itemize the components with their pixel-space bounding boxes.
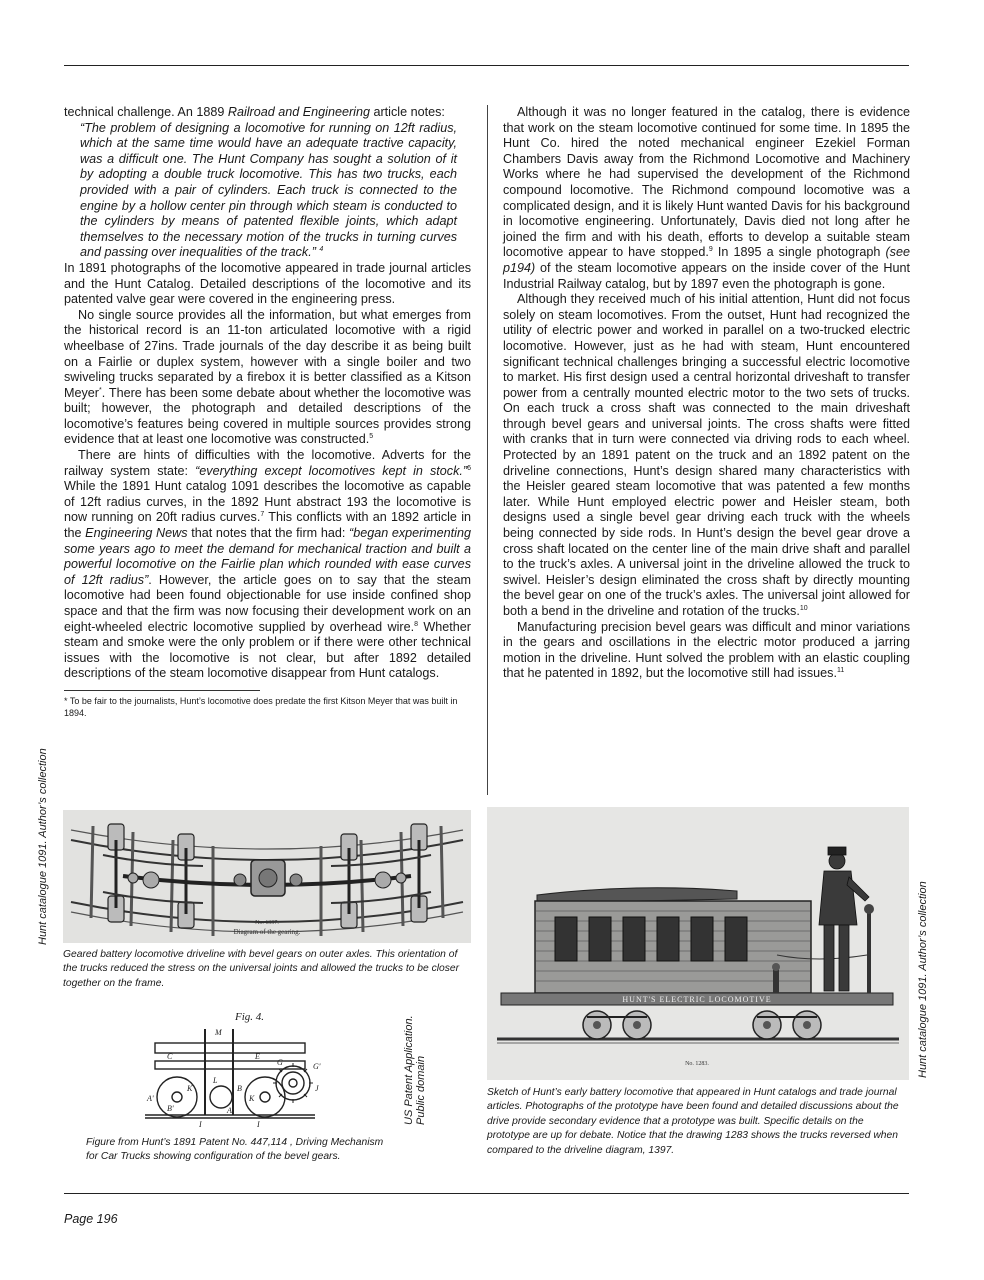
left-column — [64, 105, 471, 719]
paragraph: In 1891 photographs of the locomotive appeared in trade journal articles and the Hunt Catalog. Detailed descriptions of the locomotive and its patented valve gear were covered in the engineering press. — [64, 260, 471, 307]
patent-letter: G' — [313, 1062, 321, 1071]
paragraph: No single source provides all the information, but what emerges from the historical record is an 11-ton articulated locomotive with a rigid wheelbase of 27ins. Trade journals of the day describe it as being built on a Fairlie or duplex system, however with a single boiler and two swiveling trucks separated by a firebox it is better classified as a Kitson Meyer*. There has been some debate about whether the locomotive was built; however, the photograph and detailed descriptions of the locomotive’s features being covered in multiple sources provides strong evidence that at least one locomotive was constructed.$^5$ — [64, 307, 471, 447]
block-quote: “The problem of designing a locomotive for running on 12ft radius, which at the same time would have an adequate tractive capacity, was a difficult one. The Hunt Company has sought a solution of it by adopting a double truck locomotive. This has two trucks, each provided with a pair of cylinders. Each truck is connected to the engine by a hollow center pin through which steam is conducted to the cylinders by means of patented flexible joints, which adapt themselves to the necessary motion of the trucks in turning curves and passing over inequalities of the track.” $^4$ — [80, 120, 457, 260]
locomotive-figure — [487, 807, 909, 1080]
patent-caption-line: for Car Trucks showing configuration of the bevel gears. — [86, 1151, 341, 1163]
page-number: Page 196 — [64, 1212, 118, 1226]
footnote-ref: 5 — [369, 433, 374, 441]
patent-letter: A — [227, 1106, 232, 1115]
footnote: * To be fair to the journalists, Hunt’s locomotive does predate the first Kitson Meyer that was built in 1894. — [64, 695, 458, 718]
patent-letter: K — [249, 1094, 255, 1103]
paragraph: Manufacturing precision bevel gears was difficult and minor variations in the gears and oscillations in the electric motor produced a jarring motion in the driveline. Hunt solved the problem with an elastic coupling that he patented in 1892, but the locomotive still had issues.$^{11}$ — [503, 619, 910, 681]
locomotive-caption: Sketch of Hunt’s early battery locomotive that appeared in Hunt catalogs and trade journal articles. Photographs of the prototype have been found and detailed discussions about the drive provide secondary evidence that a prototype was built. Specific details on the prototype are up for debate. Notice that the drawing 1283 shows the trucks reversed when compared to the driveline diagram, 1397. — [487, 1087, 899, 1156]
locomotive-number: No. 1283. — [685, 1061, 709, 1067]
patent-credit-line: Public domain — [415, 1055, 427, 1125]
locomotive-side-text: HUNT'S ELECTRIC LOCOMOTIVE — [622, 995, 772, 1004]
patent-caption — [86, 1136, 416, 1165]
footnote-ref: 8 — [414, 620, 418, 628]
column-divider — [487, 105, 488, 795]
footnote-ref: 11 — [836, 667, 845, 675]
right-column — [503, 105, 910, 682]
footnote-rule — [64, 690, 260, 691]
patent-letter: I — [199, 1120, 202, 1129]
footnote-ref: 6 — [467, 464, 471, 472]
paragraph: There are hints of difficulties with the locomotive. Adverts for the railway system state: “everything except locomotives kept in stock.”$^6$ While the 1891 Hunt catalog 1091 describes the locomotive as capable of 12ft radius curves, in the 1892 Hunt abstract 193 the locomotive is now running on 20ft radius curves.$^7$ This conflicts with an 1892 article in the Engineering News that notes that the firm had: “began experimenting some years ago to meet the demand for mechanical traction and built a powerful locomotive on the Fairlie plan which rounded with ease curves of 12ft radius”. However, the article goes on to say that the steam locomotive had been found objectionable for use inside confined shop space and that the firm was now focusing their development work on an eight-wheeled electric locomotive supplied by overhead wire.$^8$ Whether steam and smoke were the only problem or if there were other technical issues with the locomotive is not clear, but after 1892 detailed descriptions of the steam locomotive disappear from Hunt catalogs. — [64, 448, 471, 681]
patent-credit — [403, 1015, 427, 1125]
patent-fig-label: Fig. 4. — [235, 1011, 265, 1023]
paragraph: Although they received much of his initial attention, Hunt did not focus solely on steam locomotives. From the outset, Hunt had recognized the utility of electric power and worked in parallel on a two-trucked electric locomotive. However, just as he had with steam, Hunt encountered significant technical challenges bringing a successful electric locomotive to market. His first design used a central horizontal driveshaft to transfer power from a centrally mounted electric motor to the two sets of trucks. On each truck a cross shaft was connected to the main driveshaft through bevel gears and universal joints. The cross shafts were fitted with cranks that in turn were connected via driving rods to each wheel. Protected by an 1891 patent on the truck and an 1892 patent on the driveline connections, Hunt’s design shared many characteristics with the Heisler geared steam locomotive that was patented a few months later. While Hunt employed electric power and Heisler steam, both designs used a single bevel gear driving each truck with the wheels being connected by side rods. In Hunt’s design the bevel gear drove a cross shaft located on the center line of the main drive shaft and parallel to the truck’s axles. A universal joint in the driveline allowed the truck to swivel. Heisler’s design eliminated the cross shaft by directly mounting the bevel gear on one of the truck’s axles. The universal joint allowed for both a bend in the driveline and rotation of the trucks.$^{10}$ — [503, 292, 910, 618]
image-credit-right: Hunt catalogue 1091. Author’s collection — [917, 881, 929, 1078]
paragraph: technical challenge. An 1889 Railroad and Engineering article notes: — [64, 105, 445, 119]
patent-letter: M — [215, 1028, 222, 1037]
patent-letter: J — [315, 1084, 319, 1093]
patent-letter: B' — [167, 1104, 174, 1113]
paragraph: Although it was no longer featured in the catalog, there is evidence that work on the steam locomotive continued for some time. In 1895 the Hunt Co. hired the noted mechanical engineer Ezekiel Forman Chambers Davis away from the Richmond Locomotive and Machinery Works where he had supervised the development of the Richmond compound locomotive. The Richmond compound locomotive was a complicated design, and it is likely Hunt wanted Davis for his background in locomotive engineering. Unfortunately, Davis died not long after he joined the firm and with his death, efforts to develop a suitable steam locomotive appear to have stopped.$^9$ In 1895 a single photograph (see p194) of the steam locomotive appears on the inside cover of the Hunt Industrial Railway catalog, but by 1897 even the photograph is gone. — [503, 105, 910, 291]
gearing-diagram-illustration — [63, 810, 471, 943]
footnote-ref: 10 — [799, 604, 808, 612]
patent-letter: I — [257, 1120, 260, 1129]
gearing-diagram-caption: Geared battery locomotive driveline with bevel gears on outer axles. This orientation of the trucks reduced the stress on the universal joints and allowed the trucks to be closer together on the frame. — [63, 949, 460, 989]
patent-letter: C — [167, 1052, 173, 1061]
footnote-ref: 4 — [319, 246, 324, 254]
diagram-number: No. 1397. — [255, 920, 279, 926]
gearing-diagram-figure — [63, 810, 471, 943]
top-rule — [64, 65, 909, 66]
diagram-title: Diagram of the gearing. — [233, 928, 301, 936]
locomotive-illustration — [487, 807, 909, 1080]
patent-letter: B — [237, 1084, 242, 1093]
patent-figure — [115, 1005, 345, 1133]
footnote-ref: 9 — [708, 246, 713, 254]
image-credit-left: Hunt catalogue 1091. Author’s collection — [37, 748, 49, 945]
patent-letter: L — [213, 1076, 218, 1085]
bottom-rule — [64, 1193, 909, 1194]
patent-credit-line: US Patent Application. — [403, 1015, 415, 1125]
footnote-marker: * — [99, 386, 102, 394]
patent-drawing — [115, 1005, 345, 1133]
patent-letter: A' — [147, 1094, 154, 1103]
patent-letter: G — [277, 1058, 283, 1067]
patent-letter: K — [187, 1084, 193, 1093]
patent-letter: E — [255, 1052, 260, 1061]
footnote-ref: 7 — [260, 511, 265, 519]
patent-caption-line: Figure from Hunt’s 1891 Patent No. 447,114 , Driving Mechanism — [86, 1137, 384, 1148]
